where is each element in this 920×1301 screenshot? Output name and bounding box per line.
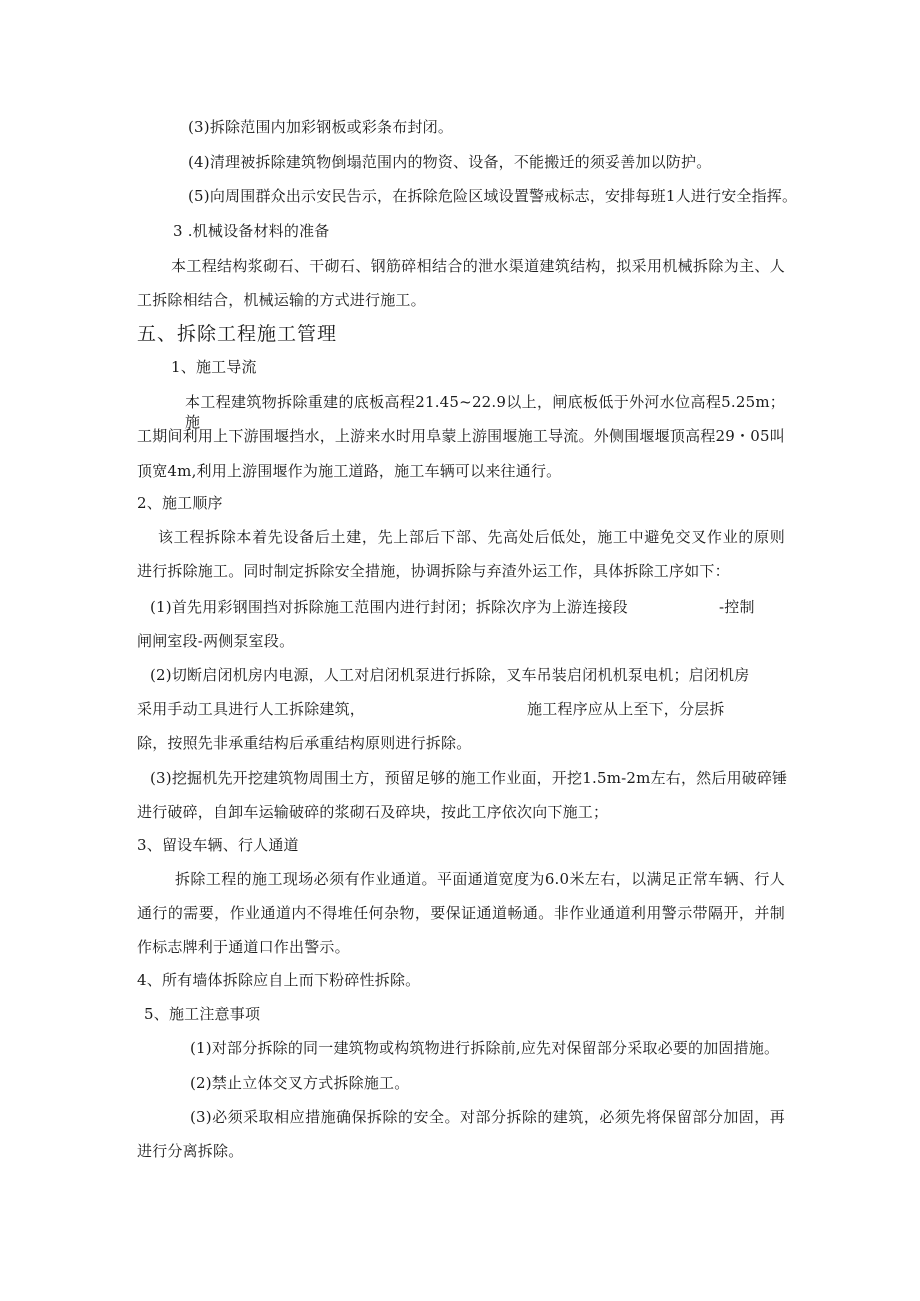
paragraph-line: 本工程结构浆砌石、干砌石、钢筋碎相结合的泄水渠道建筑结构，拟采用机械拆除为主、人 xyxy=(171,257,785,275)
subheading-construction-diversion: 1、施工导流 xyxy=(171,358,257,376)
paragraph-line: 进行分离拆除。 xyxy=(137,1142,244,1160)
paragraph-line: 工期间利用上下游围堰挡水，上游来水时用阜蒙上游围堰施工导流。外侧围堰堰顶高程29・05叫 xyxy=(137,427,785,445)
paragraph-line: 采用手动工具进行人工拆除建筑， xyxy=(137,700,366,718)
step-2-line: (2)切断启闭机房内电源，人工对启闭机泵进行拆除，叉车吊装启闭机机泵电机；启闭机房 xyxy=(150,666,750,684)
paragraph-line: 拆除工程的施工现场必须有作业通道。平面通道宽度为6.0米左右，以满足正常车辆、行人 xyxy=(175,870,785,888)
step-3-line: (3)挖掘机先开挖建筑物周围土方，预留足够的施工作业面，开挖1.5m-2m左右，然后用破碎锤 xyxy=(150,769,788,787)
note-3-line: (3)必须采取相应措施确保拆除的安全。对部分拆除的建筑，必须先将保留部分加固，再 xyxy=(190,1108,785,1126)
step-1-line: (1)首先用彩钢围挡对拆除施工范围内进行封闭；拆除次序为上游连接段 xyxy=(150,598,628,616)
subheading-construction-notes: 5、施工注意事项 xyxy=(144,1005,261,1023)
paragraph-line: 通行的需要，作业通道内不得堆任何杂物，要保证通道畅通。非作业通道利用警示带隔开，并制 xyxy=(137,904,785,922)
paragraph-line: 除，按照先非承重结构后承重结构原则进行拆除。 xyxy=(137,734,472,752)
subheading-construction-sequence: 2、施工顺序 xyxy=(137,494,223,512)
item-4-wall-demolition: 4、所有墙体拆除应自上而下粉碎性拆除。 xyxy=(137,971,421,989)
paragraph-line-end: 施工程序应从上至下，分层拆 xyxy=(527,700,725,718)
paragraph-line: 本工程建筑物拆除重建的底板高程21.45~22.9以上，闸底板低于外河水位高程5.25m；施 xyxy=(185,393,785,431)
paragraph-line: 进行拆除施工。同时制定拆除安全措施，协调拆除与弃渣外运工作，具体拆除工序如下： xyxy=(137,562,730,580)
item-3-seal-area: (3)拆除范围内加彩钢板或彩条布封闭。 xyxy=(188,118,454,136)
note-1-line: (1)对部分拆除的同一建筑物或构筑物进行拆除前,应先对保留部分采取必要的加固措施。 xyxy=(190,1039,780,1057)
paragraph-line: 顶宽4m,利用上游围堰作为施工道路，施工车辆可以来往通行。 xyxy=(137,462,562,480)
item-5-public-notice: (5)向周围群众出示安民告示，在拆除危险区域设置警戒标志，安排每班1人进行安全指挥。 xyxy=(188,187,798,205)
step-1-line-end: -控制 xyxy=(719,598,755,616)
paragraph-line: 作标志牌利于通道口作出警示。 xyxy=(137,938,350,956)
paragraph-line: 该工程拆除本着先设备后土建，先上部后下部、先高处后低处，施工中避免交叉作业的原则 xyxy=(158,528,785,546)
paragraph-line: 进行破碎，自卸车运输破碎的浆砌石及碎块，按此工序依次向下施工； xyxy=(137,803,609,821)
paragraph-line: 闸闸室段-两侧泵室段。 xyxy=(137,632,295,650)
chapter-5-heading: 五、拆除工程施工管理 xyxy=(137,323,338,345)
section-3-equipment-heading: 3 .机械设备材料的准备 xyxy=(173,222,330,240)
paragraph-line: 工拆除相结合，机械运输的方式进行施工。 xyxy=(137,291,426,309)
note-2-line: (2)禁止立体交叉方式拆除施工。 xyxy=(190,1074,410,1092)
subheading-vehicle-passage: 3、留设车辆、行人通道 xyxy=(137,836,299,854)
item-4-clear-materials: (4)清理被拆除建筑物倒塌范围内的物资、设备，不能搬迁的须妥善加以防护。 xyxy=(188,153,712,171)
